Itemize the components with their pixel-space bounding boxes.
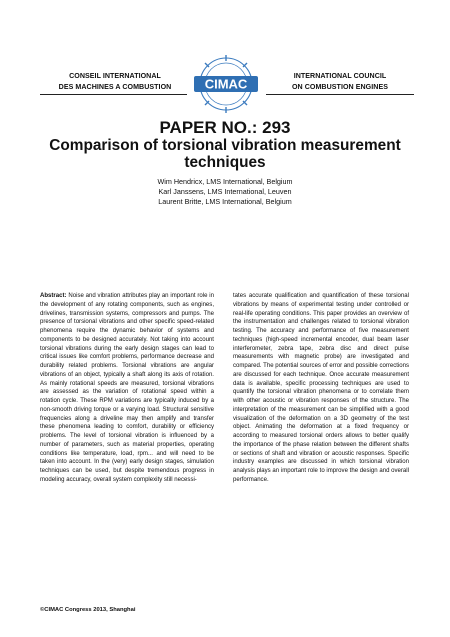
org-french-line-2: DES MACHINES A COMBUSTION (58, 83, 172, 91)
paper-number: PAPER NO.: 293 (159, 118, 291, 137)
organization-name-french (40, 71, 190, 93)
author-list (0, 177, 450, 206)
org-english-line-1: INTERNATIONAL COUNCIL (293, 72, 387, 80)
author-3: Laurent Britte, LMS International, Belgium (158, 196, 292, 206)
abstract-column-right (233, 292, 409, 485)
abstract-column-left (40, 292, 214, 485)
abstract-label: Abstract: (40, 293, 67, 299)
logo-text: CIMAC (204, 76, 248, 92)
abstract-text-left: Noise and vibration attributes play an important role in the development of any rotating components, such as engines, drivelines, transmission systems, compressors and pumps. The presence of torsional vibrations and other specific speed-related phenomena require the dynamic behavior of systems and components to be designed accurately. Not taking into account torsional vibrations during the early design stages can lead to critical issues like comfort problems, performance decrease and durability related problems. Torsional vibrations are angular vibrations of an object, typically a shaft along its axis of rotation. As mainly rotational speeds are measured, torsional vibrations are assessed as the variation of rotational speed within a rotation cycle. These RPM variations are typically induced by a non-smooth driving torque or a varying load. Structural sensitive frequencies along a driveline may then amplify and transfer these phenomena leading to comfort, durability or efficiency problems. The level of torsional vibration is influenced by a number of parameters, such as material properties, operating conditions like temperature, load, rpm... and will need to be taken into account. In the (very) early design stages, simulation techniques can be used, but despite tremendous progress in modeling accuracy, overall system complexity still necessi- (40, 293, 214, 483)
author-2: Karl Janssens, LMS International, Leuven (158, 186, 292, 196)
author-1: Wim Hendricx, LMS International, Belgium (157, 177, 293, 186)
org-english-line-2: ON COMBUSTION ENGINES (291, 83, 389, 91)
header-rule-right (266, 94, 414, 95)
copyright-footer: ©CIMAC Congress 2013, Shanghai (40, 607, 136, 613)
org-french-line-1: CONSEIL INTERNATIONAL (69, 72, 161, 80)
abstract-text-right: tates accurate qualification and quantification of these torsional vibrations by means of experimental testing under controlled or real-life operating conditions. This paper provides an overview of the instrumentation and challenges related to torsional vibration testing. The accuracy and performance of five measurement techniques (high-speed incremental encoder, dual beam laser interferometer, zebra tape, zebra disc and direct pulse measurements with magnetic probe) are investigated and compared. The potential sources of error and possible corrections are discussed for each technique. Once accurate measurement data is available, specific processing techniques are used to quantify the torsional vibration phenomena or to correlate them with other acoustic or vibration responses of the structure. The interpretation of the measurement can be simplified with a good visualization of the deformation on a 3D geometry of the test object. Animating the deformation at a fixed frequency or according to measured torsional orders allows to better qualify the importance of the phase relation between the different shafts or sections of shaft and vibration or acoustic responses. Specific industry examples are discussed in which torsional vibration analysis plays an important role to improve the design and overall performance. (233, 293, 410, 483)
organization-name-english (266, 71, 414, 93)
paper-title: Comparison of torsional vibration measurement techniques (49, 137, 401, 171)
header-rule-left (40, 94, 187, 95)
cimac-logo (188, 53, 264, 115)
